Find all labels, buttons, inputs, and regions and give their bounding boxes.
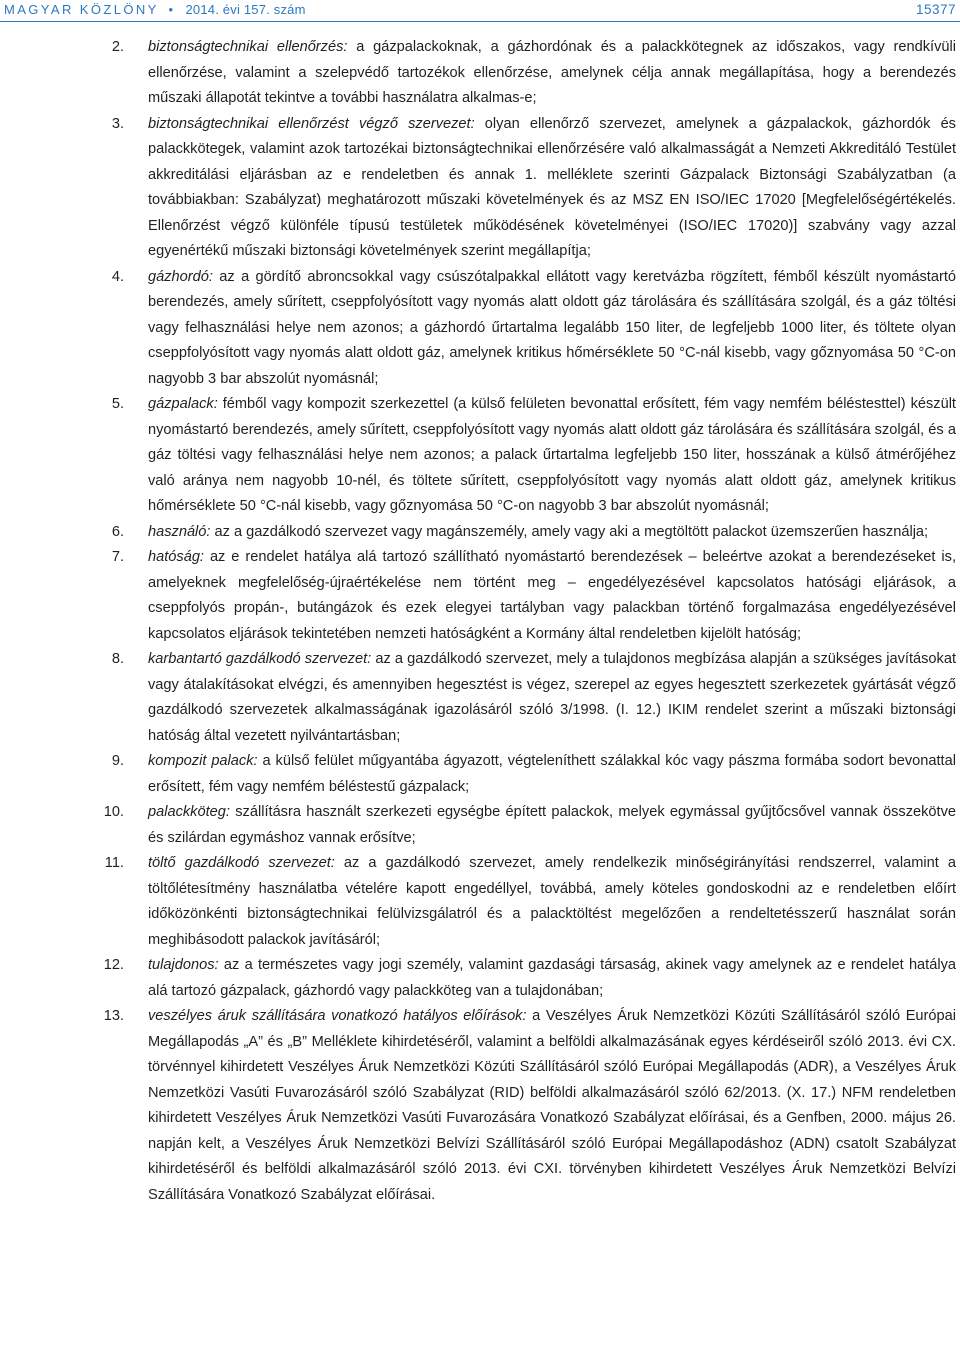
definition-item xyxy=(0,392,960,520)
item-number: 3. xyxy=(111,115,124,132)
defined-term: töltő gazdálkodó szervezet: xyxy=(148,855,335,871)
defined-term: palackköteg: xyxy=(148,804,230,820)
definition-item xyxy=(0,749,960,800)
defined-term: gázpalack: xyxy=(148,396,218,412)
defined-term: karbantartó gazdálkodó szervezet: xyxy=(148,651,372,667)
defined-term: használó: xyxy=(148,523,211,540)
definition-item xyxy=(0,647,960,749)
item-number: 2. xyxy=(111,39,124,55)
header-separator: • xyxy=(168,2,176,17)
definition-item xyxy=(0,520,960,546)
definition-text: az a természetes vagy jogi személy, valamint gazdasági társaság, akinek vagy amelynek az e rendelet hatálya alá tartozó gázpalack, gázhordó vagy palackköteg van a tulajdonában; xyxy=(148,957,956,999)
definition-item xyxy=(0,35,960,112)
definition-item xyxy=(0,800,960,851)
definition-item xyxy=(0,545,960,647)
item-number: 7. xyxy=(111,549,124,565)
item-number: 11. xyxy=(104,855,124,871)
definition-text: olyan ellenőrző szervezet, amelynek a gázpalackok, gázhordók és palackkötegek, valamint azok tartozékai biztonságtechnikai ellenőrzésére való alkalmasságát a Nemzeti Akkreditáló Testület akkreditálási eljárásban az e rendeletben és annak 1. melléklete szerinti Gázpalack Biztonsági Szabályzatban (a továbbiakban: Szabályzat) meghatározott műszaki követelmények és az MSZ EN ISO/IEC 17020 [Megfelelőségértékelés. Ellenőrzést végző különféle típusú testületek működésének követelményei (ISO/IEC 17020)] szabvány vagy azzal egyenértékű műszaki biztonsági követelmények szerint megállapítja; xyxy=(148,115,956,259)
definition-text: a külső felület műgyantába ágyazott, végteleníthett szálakkal kóc vagy pászma formába sodort bevonattal erősített, fém vagy nemfém béléstestű gázpalack; xyxy=(148,753,956,795)
item-number: 9. xyxy=(111,753,124,769)
defined-term: kompozit palack: xyxy=(148,753,258,769)
defined-term: biztonságtechnikai ellenőrzés: xyxy=(148,39,348,55)
item-number: 12. xyxy=(103,957,124,973)
definition-text: az a gazdálkodó szervezet, mely a tulajdonos megbízása alapján a szükséges javításokat vagy átalakításokat elvégzi, és amennyiben hegesztést is végez, szerepel az egyes hegesztett szerkezetek gyártását végző gazdálkodó szervezetek alkalmasságának igazolásáról szóló 3/1998. (I. 12.) IKIM rendelet szerint a műszaki biztonsági hatóság által vezetett nyilvántartásban; xyxy=(148,651,957,744)
header-rule xyxy=(0,21,960,22)
item-number: 13. xyxy=(103,1008,124,1024)
definition-text: fémből vagy kompozit szerkezettel (a külső felületen bevonattal erősített, fém vagy nemfém béléstesttel) készült nyomástartó berendezés, amely sűrített, cseppfolyósított vagy nyomás alatt oldott gáz tárolására és szállítására szolgál, és a gáz töltési vagy felhasználási helye nem azonos; a palack űrtartalma legfeljebb 150 liter, hosszának a külső átmérőjéhez való aránya nem nagyobb 10-nél, és töltete sűrített, cseppfolyósított vagy nyomás alatt oldott gáz, amelynek kritikus hőmérséklete 50 °C-nál kisebb, vagy gőznyomása 50 °C-on nagyobb 3 bar abszolút nyomásnál; xyxy=(148,396,956,514)
definitions-list xyxy=(0,35,960,1208)
definition-text: a gázpalackoknak, a gázhordónak és a palackkötegnek az időszakos, vagy rendkívüli ellenőrzése, valamint a szelepvédő tartozékok ellenőrzése, amelynek célja annak megállapítása, hogy a berendezés műszaki állapotát tekintve a további használatra alkalmas-e; xyxy=(148,39,956,106)
item-number: 8. xyxy=(111,651,124,667)
definition-item xyxy=(0,953,960,1004)
definition-item xyxy=(0,265,960,393)
definition-item xyxy=(0,112,960,265)
definition-text: az a gazdálkodó szervezet, amely rendelkezik minőségirányítási rendszerrel, valamint a töltőlétesítmény használatba vételére kapott engedéllyel, továbbá, amely köteles gondoskodni az e rendeletben előírt időközönkénti biztonságtechnikai felülvizsgálatról és a palacktöltést megelőzően a rendeltetésszerű használat során meghibásodott palackok javításáról; xyxy=(148,855,956,948)
defined-term: tulajdonos: xyxy=(148,957,219,973)
definition-item xyxy=(0,851,960,953)
definition-text: a Veszélyes Áruk Nemzetközi Közúti Szállításáról szóló Európai Megállapodás „A” és „B” Melléklete kihirdetéséről, valamint a belföldi alkalmazásának egyes kérdéseiről szóló 2013. évi CX. törvénnyel kihirdetett Veszélyes Áruk Nemzetközi Közúti Szállításáról szóló Európai Megállapodás (ADR), a Veszélyes Áruk Nemzetközi Vasúti Fuvarozásáról szóló Szabályzat (RID) belföldi alkalmazásáról szóló 62/2013. (X. 17.) NFM rendeletben kihirdetett Veszélyes Áruk Nemzetközi Vasúti Fuvarozására Vonatkozó Szabályzat előírásai, és a Genfben, 2000. május 26. napján kelt, a Veszélyes Áruk Nemzetközi Belvízi Szállításáról szóló Európai Megállapodáshoz (ADN) csatolt Szabályzat kihirdetéséről és belföldi alkalmazásáról szóló 2013. évi CXI. törvényben kihirdetett Veszélyes Áruk Nemzetközi Belvízi Szállítására Vonatkozó Szabályzat előírásai. xyxy=(148,1008,957,1203)
item-number: 4. xyxy=(111,268,124,285)
issue-info: 2014. évi 157. szám xyxy=(185,2,306,17)
defined-term: veszélyes áruk szállítására vonatkozó hatályos előírások: xyxy=(148,1008,527,1024)
journal-title: MAGYAR KÖZLÖNY xyxy=(4,2,159,17)
definition-item xyxy=(0,1004,960,1208)
item-number: 6. xyxy=(111,523,124,540)
definition-text: az e rendelet hatálya alá tartozó szállítható nyomástartó berendezések – beleértve azokat a berendezéseket is, amelyeknek megfelelőség-újraértékelése nem történt meg – engedélyezésével kapcsolatos hatósági eljárások, a cseppfolyós propán-, butángázok és ezek elegyei tartályban vagy palackban történő forgalmazása engedélyezésével kapcsolatos eljárások tekintetében nemzeti hatóságként a Kormány által rendeletben kijelölt hatóság; xyxy=(148,549,956,642)
page-number: 15377 xyxy=(915,2,956,17)
definition-text: szállításra használt szerkezeti egységbe épített palackok, melyek egymással gyűjtőcsővel vannak összekötve és szilárdan egymáshoz vannak erősítve; xyxy=(148,804,956,846)
item-number: 10. xyxy=(103,804,124,820)
running-head xyxy=(4,2,306,17)
defined-term: gázhordó: xyxy=(148,268,213,285)
item-number: 5. xyxy=(111,396,124,412)
definition-text: az a gazdálkodó szervezet vagy magánszemély, amely vagy aki a megtöltött palackot üzemszerűen használja; xyxy=(210,523,929,540)
definition-text: az a gördítő abroncsokkal vagy csúszótalpakkal ellátott vagy keretvázba rögzített, fémből készült nyomástartó berendezés, amely sűrített, cseppfolyósított vagy nyomás alatt oldott gáz tárolására és szállítására szolgál, és a gáz töltési vagy felhasználási helye nem azonos; a gázhordó űrtartalma legalább 150 liter, de legfeljebb 1000 liter, és töltete olyan cseppfolyósított vagy nyomás alatt oldott gáz, amelynek kritikus hőmérséklete 50 °C-nál kisebb, vagy gőznyomása 50 °C-on nagyobb 3 bar abszolút nyomásnál; xyxy=(148,268,956,387)
defined-term: hatóság: xyxy=(148,549,204,565)
page-header xyxy=(0,0,960,22)
defined-term: biztonságtechnikai ellenőrzést végző szervezet: xyxy=(148,115,475,132)
